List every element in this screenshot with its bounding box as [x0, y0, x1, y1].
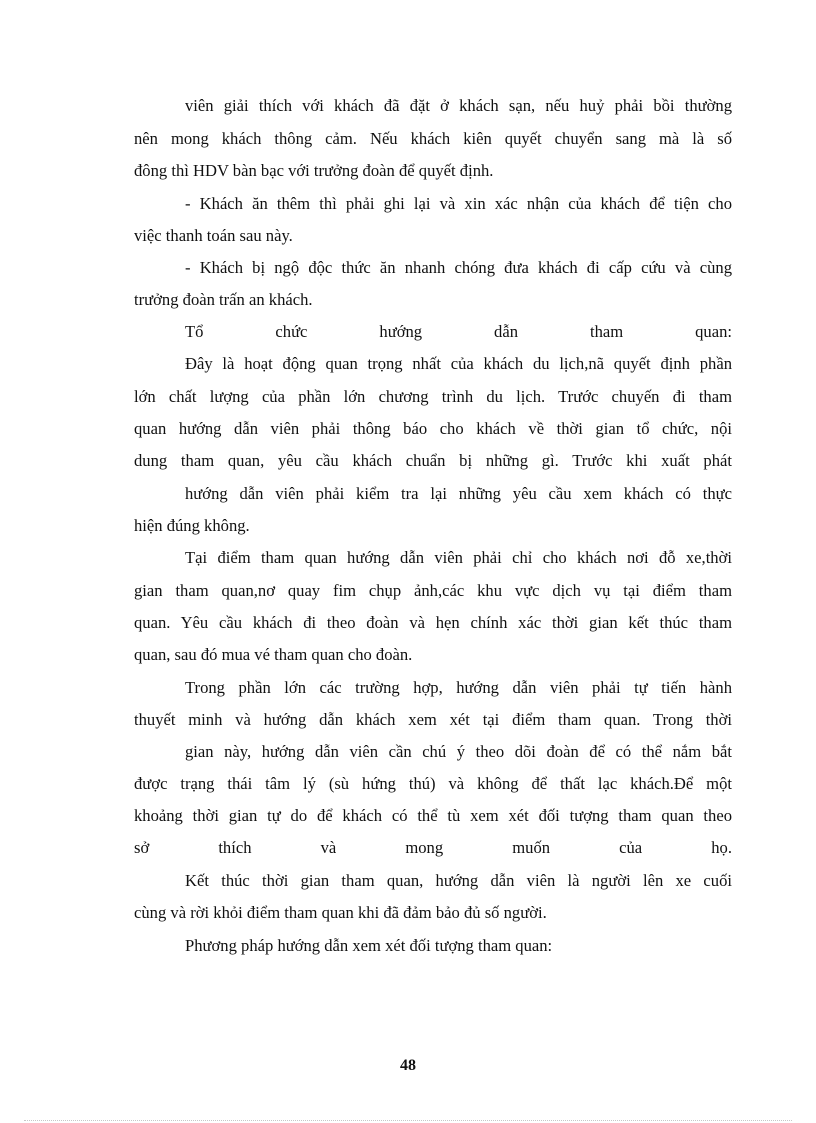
- text-line: quan. Yêu cầu khách đi theo đoàn và hẹn chính xác thời gian kết thúc tham: [134, 613, 732, 632]
- page-number: 48: [400, 1057, 416, 1074]
- section-heading: Phương pháp hướng dẫn xem xét đối tượng tham quan:: [185, 936, 553, 955]
- text-line: lớn chất lượng của phần lớn chương trình du lịch. Trước chuyến đi tham: [134, 387, 732, 406]
- text-line: dung tham quan, yêu cầu khách chuẩn bị những gì. Trước khi xuất phát: [134, 451, 732, 470]
- text-line: - Khách bị ngộ độc thức ăn nhanh chóng đưa khách đi cấp cứu và cùng: [185, 258, 732, 277]
- text-line: Trong phần lớn các trường hợp, hướng dẫn viên phải tự tiến hành: [185, 678, 732, 697]
- text-line: quan, sau đó mua vé tham quan cho đoàn.: [134, 645, 413, 664]
- text-line: - Khách ăn thêm thì phải ghi lại và xin xác nhận của khách để tiện cho: [185, 194, 732, 213]
- text-line: hướng dẫn viên phải kiểm tra lại những yêu cầu xem khách có thực: [185, 484, 732, 503]
- text-line: nên mong khách thông cảm. Nếu khách kiên quyết chuyển sang mà là số: [134, 129, 732, 148]
- text-line: quan hướng dẫn viên phải thông báo cho khách về thời gian tổ chức, nội: [134, 419, 732, 438]
- text-line: thuyết minh và hướng dẫn khách xem xét tại điểm tham quan. Trong thời: [134, 710, 732, 729]
- page-bottom-border: [24, 1120, 792, 1121]
- section-heading: Tổ chức hướng dẫn tham quan:: [185, 322, 732, 341]
- text-line: khoảng thời gian tự do để khách có thể tù xem xét đối tượng tham quan theo: [134, 806, 732, 825]
- text-line: Đây là hoạt động quan trọng nhất của khách du lịch,nã quyết định phần: [185, 354, 732, 373]
- text-line: việc thanh toán sau này.: [134, 226, 293, 245]
- text-line: đông thì HDV bàn bạc với trưởng đoàn để quyết định.: [134, 161, 494, 180]
- text-line: sở thích và mong muốn của họ.: [134, 838, 732, 857]
- text-line: hiện đúng không.: [134, 516, 250, 535]
- text-line: cùng và rời khỏi điểm tham quan khi đã đảm bảo đủ số người.: [134, 903, 547, 922]
- text-line: được trạng thái tâm lý (sù hứng thú) và không để thất lạc khách.Để một: [134, 774, 732, 793]
- text-line: Tại điểm tham quan hướng dẫn viên phải chỉ cho khách nơi đỗ xe,thời: [185, 548, 732, 567]
- text-line: Kết thúc thời gian tham quan, hướng dẫn viên là người lên xe cuối: [185, 871, 732, 890]
- text-line: gian này, hướng dẫn viên cần chú ý theo dõi đoàn để có thể nắm bắt: [185, 742, 732, 761]
- text-line: gian tham quan,nơ quay fim chụp ảnh,các khu vực dịch vụ tại điểm tham: [134, 581, 732, 600]
- text-line: trưởng đoàn trấn an khách.: [134, 290, 313, 309]
- text-line: viên giải thích với khách đã đặt ở khách sạn, nếu huỷ phải bồi thường: [185, 96, 732, 115]
